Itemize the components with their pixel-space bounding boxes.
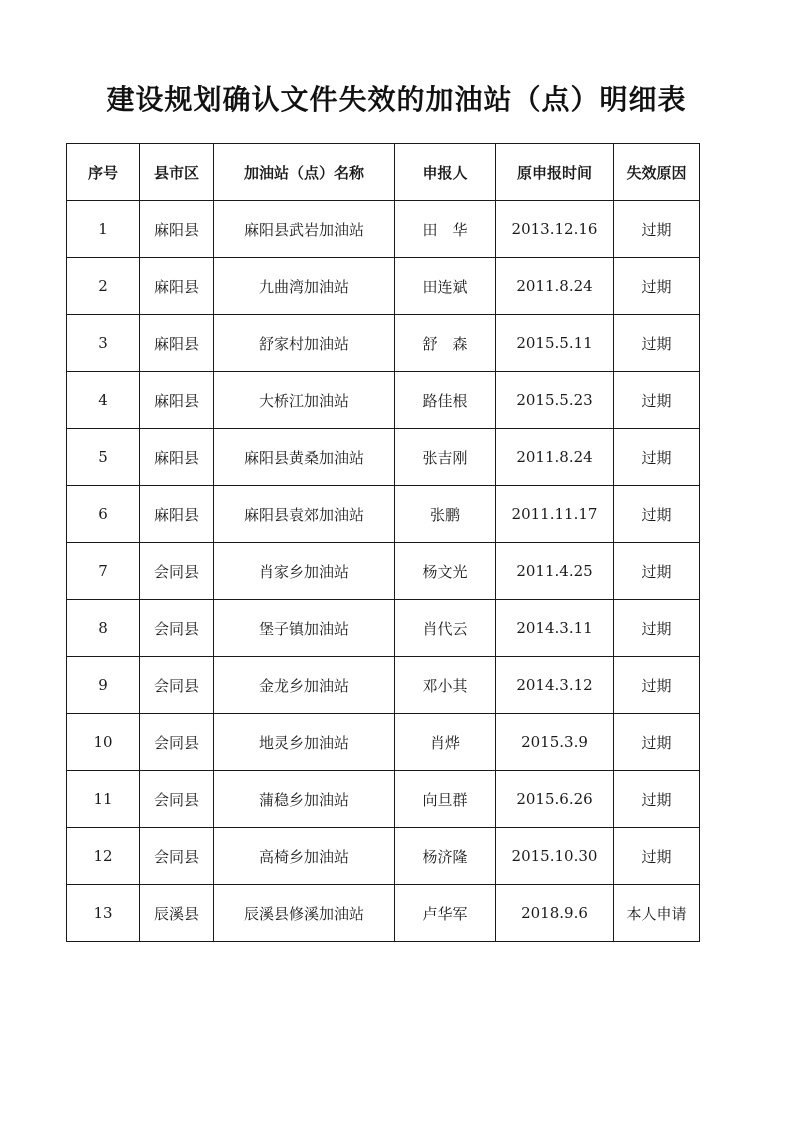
- cell-time: 2011.11.17: [496, 486, 614, 543]
- cell-county: 会同县: [140, 828, 214, 885]
- table-row: [67, 258, 700, 315]
- cell-reason: 过期: [614, 201, 700, 258]
- cell-no: 8: [67, 600, 140, 657]
- cell-applicant: 肖代云: [395, 600, 496, 657]
- cell-time: 2011.8.24: [496, 429, 614, 486]
- cell-reason: 过期: [614, 258, 700, 315]
- cell-reason: 过期: [614, 771, 700, 828]
- table-row: [67, 600, 700, 657]
- table-row: [67, 885, 700, 942]
- cell-time: 2013.12.16: [496, 201, 614, 258]
- table-row: [67, 372, 700, 429]
- cell-time: 2014.3.11: [496, 600, 614, 657]
- cell-county: 会同县: [140, 771, 214, 828]
- cell-time: 2011.8.24: [496, 258, 614, 315]
- cell-time: 2014.3.12: [496, 657, 614, 714]
- cell-county: 麻阳县: [140, 315, 214, 372]
- table-row: [67, 486, 700, 543]
- cell-no: 13: [67, 885, 140, 942]
- cell-time: 2015.5.23: [496, 372, 614, 429]
- header-county: 县市区: [140, 144, 214, 201]
- cell-name: 麻阳县黄桑加油站: [214, 429, 395, 486]
- cell-reason: 本人申请: [614, 885, 700, 942]
- header-reason: 失效原因: [614, 144, 700, 201]
- cell-time: 2018.9.6: [496, 885, 614, 942]
- header-no: 序号: [67, 144, 140, 201]
- cell-no: 12: [67, 828, 140, 885]
- cell-county: 麻阳县: [140, 429, 214, 486]
- cell-no: 9: [67, 657, 140, 714]
- cell-no: 2: [67, 258, 140, 315]
- cell-no: 7: [67, 543, 140, 600]
- cell-no: 4: [67, 372, 140, 429]
- cell-name: 九曲湾加油站: [214, 258, 395, 315]
- cell-county: 会同县: [140, 543, 214, 600]
- cell-reason: 过期: [614, 315, 700, 372]
- cell-applicant: 田 华: [395, 201, 496, 258]
- cell-reason: 过期: [614, 600, 700, 657]
- cell-no: 5: [67, 429, 140, 486]
- cell-reason: 过期: [614, 486, 700, 543]
- table-row: [67, 429, 700, 486]
- cell-time: 2015.10.30: [496, 828, 614, 885]
- gas-station-table: [66, 143, 700, 942]
- cell-reason: 过期: [614, 372, 700, 429]
- table-row: [67, 315, 700, 372]
- cell-applicant: 杨济隆: [395, 828, 496, 885]
- cell-applicant: 杨文光: [395, 543, 496, 600]
- cell-name: 地灵乡加油站: [214, 714, 395, 771]
- cell-county: 辰溪县: [140, 885, 214, 942]
- cell-name: 高椅乡加油站: [214, 828, 395, 885]
- cell-applicant: 邓小其: [395, 657, 496, 714]
- cell-reason: 过期: [614, 714, 700, 771]
- document-title: 建设规划确认文件失效的加油站（点）明细表: [106, 83, 687, 116]
- cell-applicant: 卢华军: [395, 885, 496, 942]
- cell-name: 辰溪县修溪加油站: [214, 885, 395, 942]
- cell-name: 大桥江加油站: [214, 372, 395, 429]
- cell-no: 3: [67, 315, 140, 372]
- cell-no: 6: [67, 486, 140, 543]
- cell-name: 金龙乡加油站: [214, 657, 395, 714]
- table-row: [67, 714, 700, 771]
- cell-county: 会同县: [140, 714, 214, 771]
- cell-applicant: 张鹏: [395, 486, 496, 543]
- cell-county: 麻阳县: [140, 486, 214, 543]
- header-applicant: 申报人: [395, 144, 496, 201]
- cell-applicant: 向旦群: [395, 771, 496, 828]
- cell-name: 堡子镇加油站: [214, 600, 395, 657]
- header-name: 加油站（点）名称: [214, 144, 395, 201]
- cell-reason: 过期: [614, 429, 700, 486]
- cell-applicant: 田连斌: [395, 258, 496, 315]
- cell-no: 10: [67, 714, 140, 771]
- cell-no: 1: [67, 201, 140, 258]
- cell-county: 麻阳县: [140, 201, 214, 258]
- cell-applicant: 张吉刚: [395, 429, 496, 486]
- cell-time: 2015.5.11: [496, 315, 614, 372]
- table-header-row: [67, 144, 700, 201]
- table-row: [67, 201, 700, 258]
- cell-name: 麻阳县袁郊加油站: [214, 486, 395, 543]
- cell-applicant: 路佳根: [395, 372, 496, 429]
- cell-applicant: 肖烨: [395, 714, 496, 771]
- cell-name: 蒲稳乡加油站: [214, 771, 395, 828]
- cell-county: 麻阳县: [140, 258, 214, 315]
- cell-reason: 过期: [614, 543, 700, 600]
- cell-county: 会同县: [140, 600, 214, 657]
- cell-time: 2015.6.26: [496, 771, 614, 828]
- cell-reason: 过期: [614, 657, 700, 714]
- cell-county: 麻阳县: [140, 372, 214, 429]
- cell-name: 舒家村加油站: [214, 315, 395, 372]
- cell-name: 肖家乡加油站: [214, 543, 395, 600]
- table-row: [67, 828, 700, 885]
- table-row: [67, 771, 700, 828]
- cell-time: 2015.3.9: [496, 714, 614, 771]
- table-row: [67, 543, 700, 600]
- header-time: 原申报时间: [496, 144, 614, 201]
- cell-name: 麻阳县武岩加油站: [214, 201, 395, 258]
- cell-no: 11: [67, 771, 140, 828]
- table-row: [67, 657, 700, 714]
- cell-reason: 过期: [614, 828, 700, 885]
- cell-county: 会同县: [140, 657, 214, 714]
- cell-time: 2011.4.25: [496, 543, 614, 600]
- cell-applicant: 舒 森: [395, 315, 496, 372]
